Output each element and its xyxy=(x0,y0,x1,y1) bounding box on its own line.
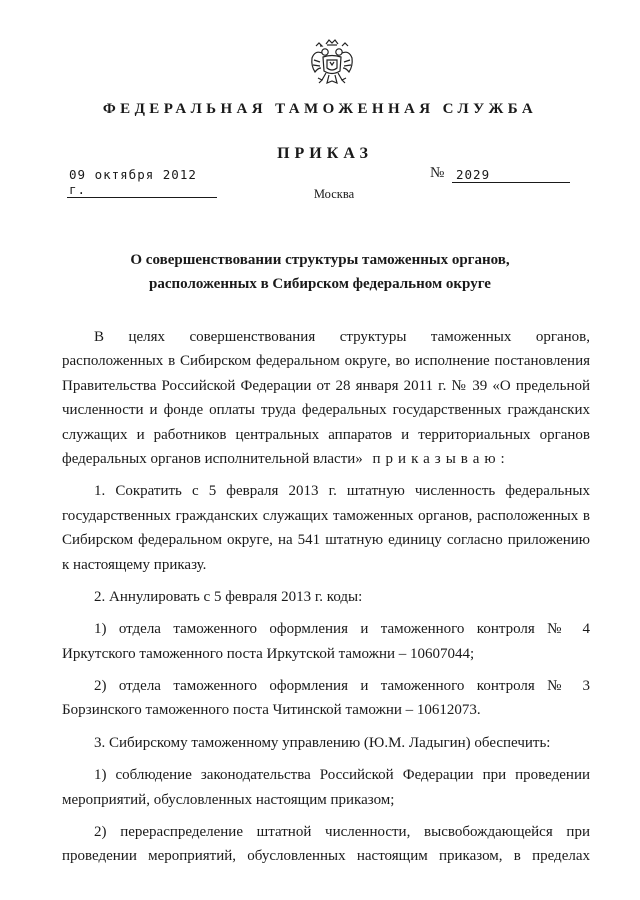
order-number: 2029 xyxy=(452,167,570,183)
agency-name: ФЕДЕРАЛЬНАЯ ТАМОЖЕННАЯ СЛУЖБА xyxy=(102,101,538,117)
item-3-2-line: 2) перераспределение штатной численности, высвобождающейся при xyxy=(94,824,590,841)
preamble-line: расположенных в Сибирском федеральном округе, во исполнение постановления xyxy=(62,353,590,370)
preamble-line: численности и фонде оплаты труда федеральных государственных гражданских xyxy=(62,402,590,419)
item-3-1-line: 1) соблюдение законодательства Российской Федерации при проведении xyxy=(94,767,590,784)
preamble-line: Правительства Российской Федерации от 28 января 2011 г. № 39 «О предельной xyxy=(62,377,590,394)
item-2-2-line: Борзинского таможенного поста Читинской таможни – 10612073. xyxy=(62,702,481,719)
document-body xyxy=(62,325,590,869)
item-1-line: Сибирском федеральном округе, на 541 штатную единицу согласно приложению xyxy=(62,532,590,549)
item-1-line: государственных гражданских служащих таможенных органов, расположенных в xyxy=(62,507,590,524)
item-2-2-line: 2) отдела таможенного оформления и таможенного контроля № 3 xyxy=(94,678,590,695)
item-3-2-line: проведении мероприятий, обусловленных настоящим приказом, в пределах xyxy=(62,848,590,865)
word: таможенных xyxy=(430,329,512,345)
word: целях xyxy=(128,329,166,345)
document-type: ПРИКАЗ xyxy=(277,145,373,162)
preamble-last-line xyxy=(62,447,590,471)
word: В xyxy=(94,329,105,345)
title-line: О совершенствовании структуры таможенных органов, xyxy=(130,252,510,268)
word: совершенствования xyxy=(189,329,316,345)
item-1-line: к настоящему приказу. xyxy=(62,556,207,573)
word: структуры xyxy=(339,329,407,345)
preamble-line: служащих и работников центральных аппаратов и территориальных органов xyxy=(62,426,590,443)
preamble-text: федеральных органов исполнительной власти» xyxy=(62,450,363,467)
item-3: 3. Сибирскому таможенному управлению (Ю.М. Ладыгин) обеспечить: xyxy=(94,734,551,751)
order-word: приказываю: xyxy=(372,450,510,467)
item-3-1-line: мероприятий, обусловленных настоящим приказом; xyxy=(62,791,395,808)
document-title xyxy=(0,248,640,296)
number-sign: № xyxy=(430,165,445,181)
city: Москва xyxy=(313,187,355,201)
item-2-1-line: 1) отдела таможенного оформления и таможенного контроля № 4 xyxy=(94,621,590,638)
title-line: расположенных в Сибирском федеральном округе xyxy=(149,276,491,292)
item-1-line: 1. Сократить с 5 февраля 2013 г. штатную численность федеральных xyxy=(94,483,590,500)
item-2-1-line: Иркутского таможенного поста Иркутской таможни – 10607044; xyxy=(62,645,475,662)
russian-coat-of-arms-icon xyxy=(309,38,355,90)
preamble-first-line xyxy=(62,325,590,349)
order-date: 09 октября 2012 г. xyxy=(67,167,217,198)
word: органов, xyxy=(535,329,590,345)
item-2: 2. Аннулировать с 5 февраля 2013 г. коды: xyxy=(94,588,363,605)
